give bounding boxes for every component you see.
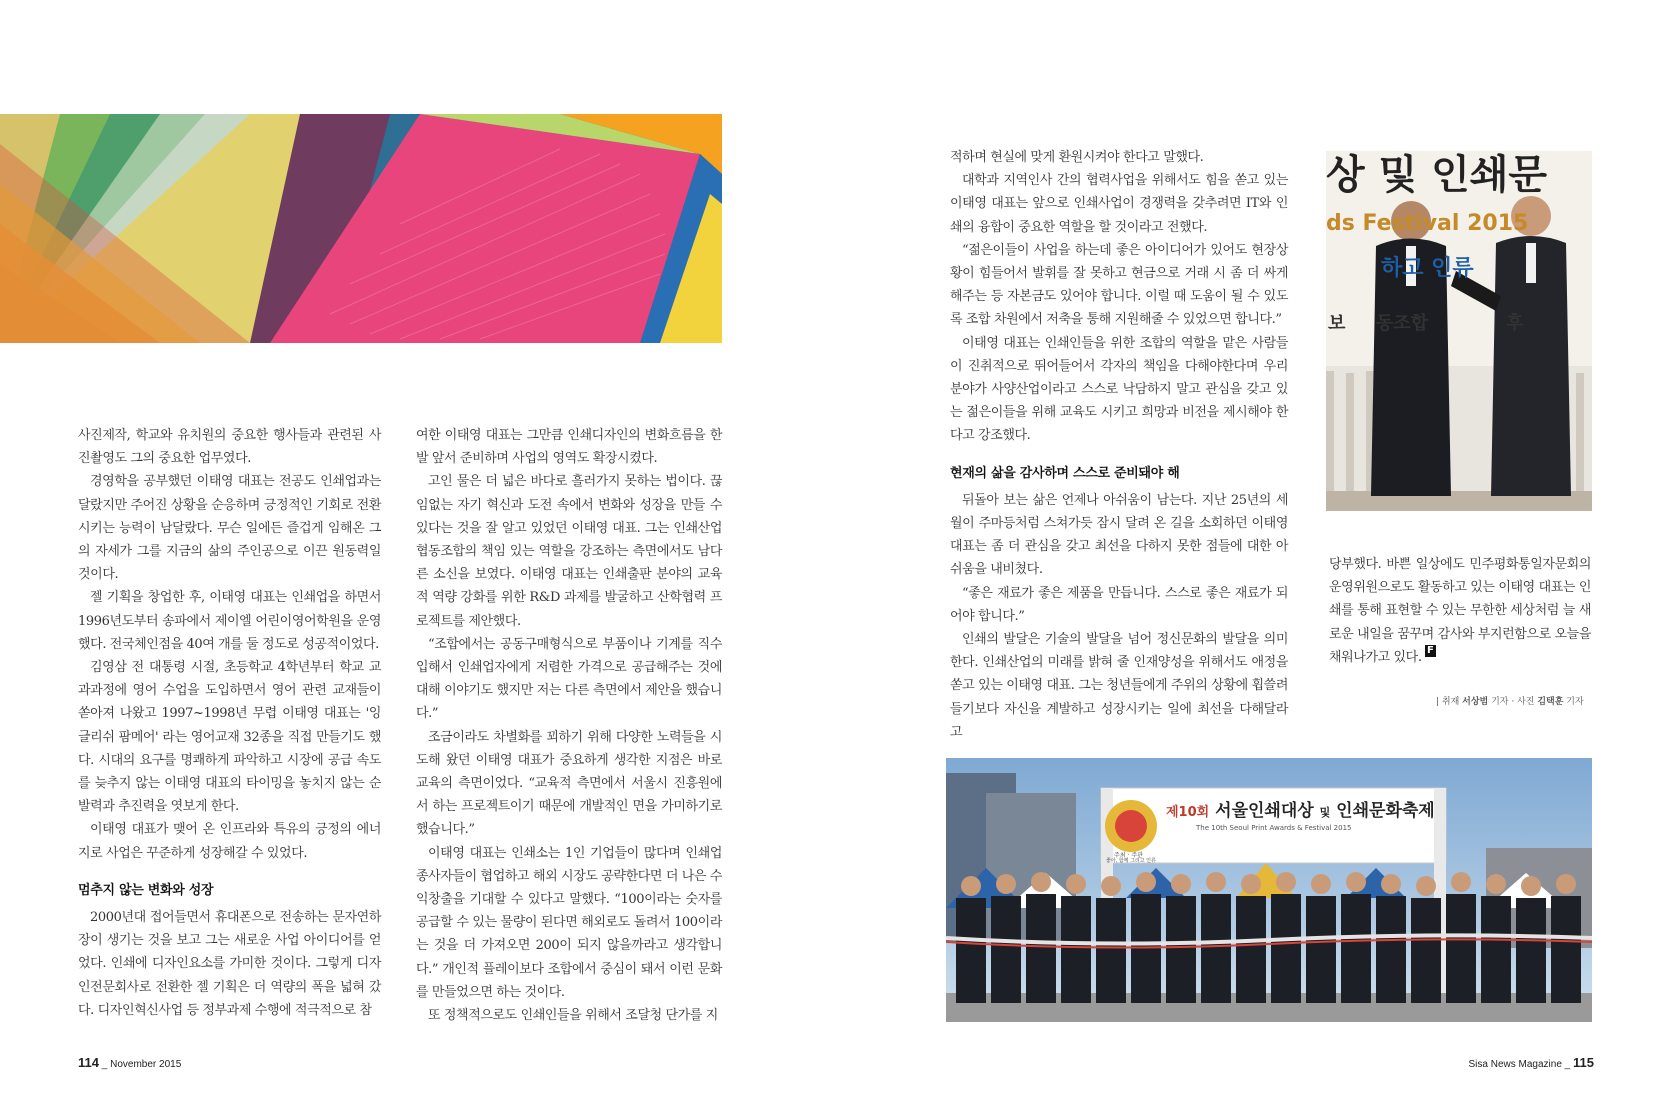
page-number-left: 114 (78, 1055, 99, 1070)
paragraph: 적하며 현실에 맞게 환원시켜야 한다고 말했다. (950, 150, 1204, 165)
award-banner-text-3: 하고 인류 (1381, 256, 1474, 281)
ceremony-logo-text: 좋아, 함께 그리고 인류 (1106, 858, 1156, 864)
page-number-right: 115 (1573, 1055, 1594, 1070)
paragraph: 이태영 대표가 맺어 온 인프라와 특유의 긍정의 에너지로 사업은 꾸준하게 성장해갈 수 있었다. (78, 822, 381, 861)
right-page-column-1 (950, 146, 1288, 744)
ceremony-banner-title (1166, 796, 1435, 821)
credit-writer: 서상범 (1462, 697, 1489, 707)
award-banner-text-2: ds Festival 2015 (1326, 211, 1529, 236)
paragraph: 이태영 대표는 인쇄소는 1인 기업들이 많다며 인쇄업 종사자들이 협업하고 해외 시장도 공략한다면 더 나은 수익창출을 기대할 수 있다고 말했다. “100이라는 숫자를 공급할 수 있는 물량이 된다면 해외로도 돌려서 100이라는 것을 더 가져오면 200이 되지 않을까라고 생각합니다.” 개인적 플레이보다 조합에서 중심이 돼서 이런 문화를 만들었으면 하는 것이다. (416, 845, 722, 1000)
paragraph: 뒤돌아 보는 삶은 언제나 아쉬움이 남는다. 지난 25년의 세월이 주마등처럼 스쳐가듯 잠시 달려 온 길을 소회하던 이태영 대표는 좀 더 관심을 갖고 최선을 다하지 못한 점들에 대한 아쉬움을 내비쳤다. (950, 492, 1288, 578)
right-page-footer (1469, 1055, 1594, 1070)
paragraph: 이태영 대표는 인쇄인들을 위한 조합의 역할을 맡은 사람들이 진취적으로 뛰어들어서 각자의 책임을 다해야한다며 우리 분야가 사양산업이라고 스스로 낙담하지 말고 관심을 갖고 있는 젊은이들을 위해 교육도 시키고 희망과 비전을 제시해야 한다고 강조했다. (950, 335, 1288, 444)
credit-line (1436, 694, 1584, 707)
end-mark: F (1427, 645, 1434, 656)
paragraph: 젤 기획을 창업한 후, 이태영 대표는 인쇄업을 하면서 1996년도부터 송파에서 제이엘 어린이영어학원을 운영했다. 전국체인점을 40여 개를 둘 정도로 성공적이었다. (78, 590, 381, 652)
award-banner-text-5: 후 (1506, 313, 1524, 334)
issue-date: November 2015 (110, 1059, 182, 1070)
magazine-name: Sisa News Magazine (1468, 1059, 1562, 1070)
paragraph: “젊은이들이 사업을 하는데 좋은 아이디어가 있어도 현장상황이 힘들어서 발휘를 잘 못하고 현금으로 거래 시 좀 더 싸게 해주는 등 자본금도 있어야 합니다. 이럴 때 도움이 될 수 있도록 조합 차원에서 저축을 통해 지원해줄 수 있었으면 합니다.” (950, 242, 1288, 328)
ceremony-banner-subtitle: The 10th Seoul Print Awards & Festival 2015 (1196, 824, 1352, 832)
award-banner-text-1: 상 및 인쇄문 (1326, 152, 1548, 198)
left-page-column-1 (78, 424, 381, 1022)
paragraph: 당부했다. 바쁜 일상에도 민주평화통일자문회의 운영위원으로도 활동하고 있는 이태영 대표는 인쇄를 통해 표현할 수 있는 무한한 세상처럼 늘 새로운 내일을 꿈꾸며 감사와 부지런함으로 오늘을 채워나가고 있다. (1329, 557, 1591, 665)
ceremony-banner-title-2: 인쇄문화축제 (1336, 801, 1435, 821)
section-heading: 현재의 삶을 감사하며 스스로 준비돼야 해 (950, 465, 1180, 481)
paragraph: 대학과 지역인사 간의 협력사업을 위해서도 힘을 쏟고 있는 이태영 대표는 앞으로 인쇄사업이 경쟁력을 갖추려면 IT와 인쇄의 융합이 중요한 역할을 할 것이라고 전했다. (950, 173, 1288, 235)
award-banner-text-4: 동조합 (1376, 313, 1429, 334)
award-presentation-photo (1326, 151, 1592, 511)
paragraph: “조합에서는 공동구매형식으로 부품이나 기계를 직수입해서 인쇄업자에게 저렴한 가격으로 공급해주는 것에 대해 이야기도 했지만 저는 다른 측면에서 제안을 했습니다.” (416, 636, 722, 722)
credit-mid: 기자 · 사진 (1488, 697, 1538, 707)
award-banner-text-6: 보 (1328, 313, 1346, 334)
right-page-column-2 (1329, 553, 1591, 669)
paragraph: 여한 이태영 대표는 그만큼 인쇄디자인의 변화흐름을 한발 앞서 준비하며 사업의 영역도 확장시켰다. (416, 428, 722, 467)
ceremony-banner-title-1: 서울인쇄대상 (1215, 801, 1314, 821)
ceremony-banner-edition: 제10회 (1166, 805, 1210, 820)
credit-suffix: 기자 (1563, 697, 1584, 707)
ceremony-banner-host: 주최 · 주관 (1114, 852, 1143, 859)
paragraph: “좋은 재료가 좋은 제품을 만듭니다. 스스로 좋은 재료가 되어야 합니다.” (950, 585, 1288, 624)
ribbon-cutting-ceremony-photo (946, 758, 1592, 1022)
color-paper-photo (0, 114, 722, 343)
paragraph: 조금이라도 차별화를 꾀하기 위해 다양한 노력들을 시도해 왔던 이태영 대표가 중요하게 생각한 지점은 바로 교육의 측면이었다. “교육적 측면에서 서울시 진흥원에서 하는 프로젝트이기 때문에 개발적인 면을 가미하기로 했습니다.” (416, 729, 722, 838)
ceremony-banner-conjunction: 및 (1319, 806, 1331, 819)
paragraph: 2000년대 접어들면서 휴대폰으로 전송하는 문자연하장이 생기는 것을 보고 그는 새로운 사업 아이디어를 얻었다. 인쇄에 디자인요소를 가미한 것이다. 그렇게 디자인전문회사로 전환한 젤 기획은 더 역량의 폭을 넓혀 갔다. 디자인혁신사업 등 정부과제 수행에 적극적으로 참 (78, 910, 381, 1018)
paragraph: 또 정책적으로도 인쇄인들을 위해서 조달청 단가를 지 (428, 1008, 718, 1024)
left-page-column-2 (416, 424, 722, 1027)
footer-separator: _ (1561, 1059, 1574, 1070)
credit-photographer: 김택훈 (1537, 697, 1564, 707)
section-heading: 멈추지 않는 변화와 성장 (78, 882, 214, 898)
left-page-footer (78, 1055, 181, 1070)
credit-prefix: | 취재 (1436, 697, 1463, 707)
paragraph: 고인 물은 더 넓은 바다로 흘러가지 못하는 법이다. 끊임없는 자기 혁신과 도전 속에서 변화와 성장을 만들 수 있다는 것을 잘 알고 있었던 이태영 대표. 그는 인쇄산업협동조합의 책임 있는 역할을 강조하는 측면에서도 남다른 소신을 보였다. 이태영 대표는 인쇄출판 분야의 교육적 역량 강화를 위한 R&D 과제를 발굴하고 산학협력 프로젝트를 제안했다. (416, 474, 722, 629)
paragraph: 경영학을 공부했던 이태영 대표는 전공도 인쇄업과는 달랐지만 주어진 상황을 순응하며 긍정적인 기회로 전환시키는 능력이 남달랐다. 무슨 일에든 즐겁게 임해온 그의 자세가 그를 지금의 삶의 주인공으로 이끈 원동력일 것이다. (78, 474, 381, 583)
paragraph: 김영삼 전 대통령 시절, 초등학교 4학년부터 학교 교과과정에 영어 수업을 도입하면서 영어 관련 교재들이 쏟아져 나왔고 1997~1998년 무렵 이태영 대표는 '잉글리쉬 팜메어' 라는 영어교재 32종을 직접 만들기도 했다. 시대의 요구를 명쾌하게 파악하고 시장에 공급 속도를 늦추지 않는 이태영 대표의 타이밍을 놓치지 않는 순발력과 추진력을 엿보게 한다. (78, 660, 381, 815)
paragraph: 사진제작, 학교와 유치원의 중요한 행사들과 관련된 사진촬영도 그의 중요한 업무였다. (78, 428, 381, 467)
paragraph: 인쇄의 발달은 기술의 발달을 넘어 정신문화의 발달을 의미한다. 인쇄산업의 미래를 밝혀 줄 인재양성을 위해서도 애정을 쏟고 있는 이태영 대표. 그는 청년들에게 주위의 상황에 휩쓸려 들기보다 자신을 계발하고 성장시키는 일에 최선을 다해달라고 (950, 632, 1288, 740)
footer-separator: _ (98, 1059, 111, 1070)
